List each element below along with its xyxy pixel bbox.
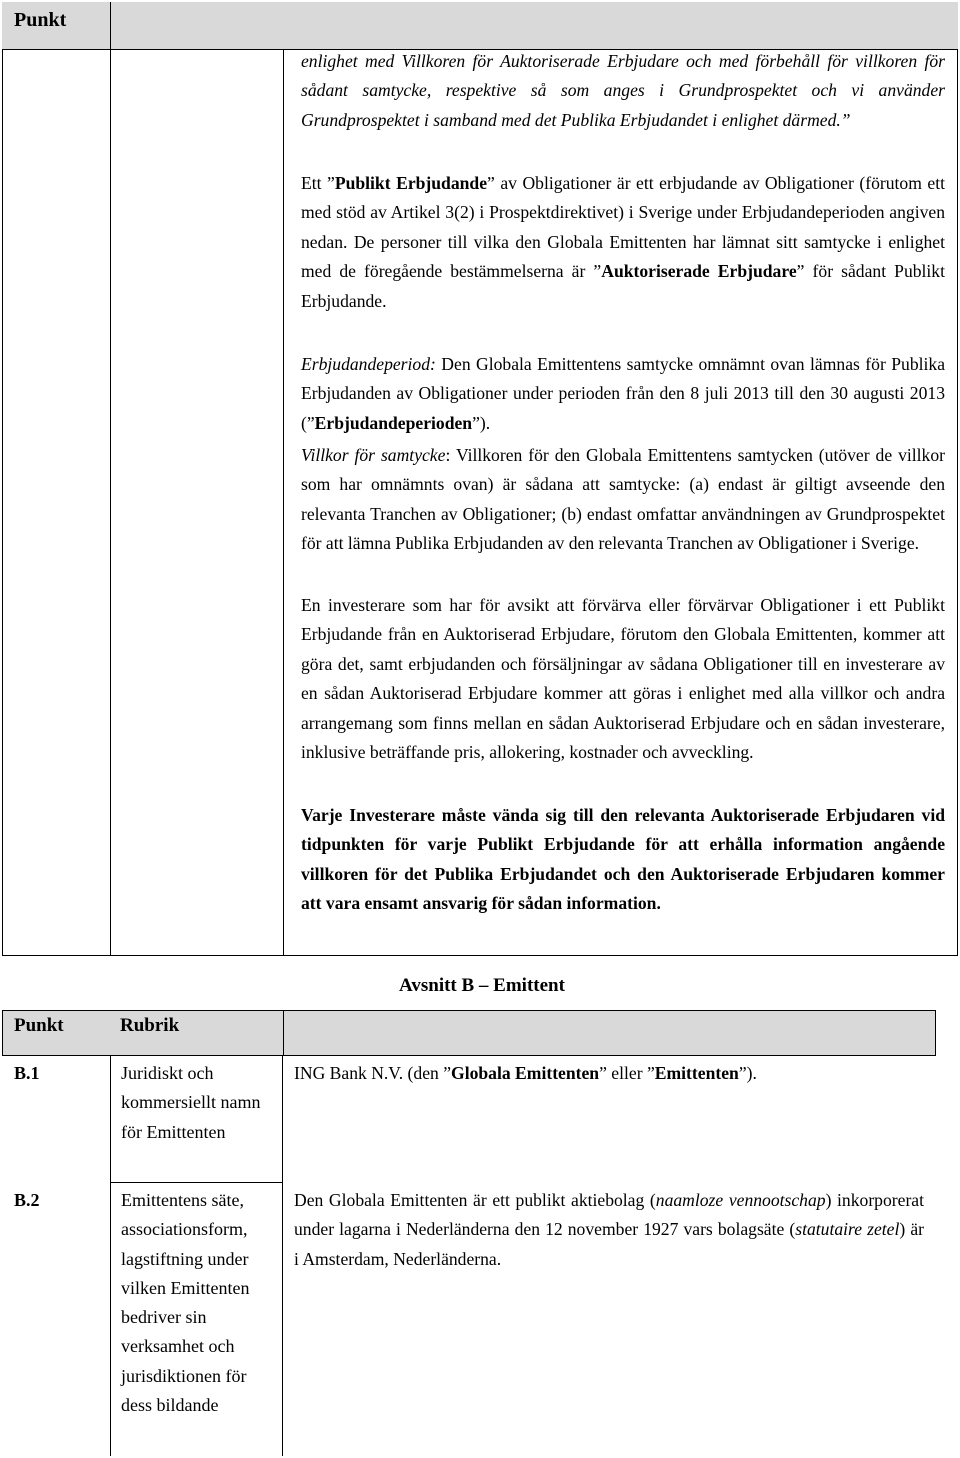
- row-answer-b1: ING Bank N.V. (den ”Globala Emittenten” eller ”Emittenten”).: [294, 1063, 757, 1083]
- paragraph-consent-continuation: enlighet med Villkoren för Auktoriserade Erbjudare och med förbehåll för villkoren för sådant samtycke, respektive så som anges i Grundprospektet och vi använder Grundprospektet i samband med det Publika Erbjudandet i enlighet därmed.”: [301, 51, 945, 130]
- paragraph-investor: En investerare som har för avsikt att förvärva eller förvärvar Obligationer i ett Publikt Erbjudande från en Auktoriserad Erbjudare, förutom den Globala Emittenten, kommer att göra det, samt erbjudanden och försäljningar av sådana Obligationer till en investerare av en sådan Auktoriserad Erbjudare kommer att göras i enlighet med alla villkor och andra arrangemang som finns mellan en sådan Auktoriserad Erbjudare och en sådan investerare, inklusive beträffande pris, allokering, kostnader och avveckling.: [301, 595, 945, 763]
- header-rubrik: Rubrik: [120, 1015, 180, 1036]
- row-answer-b2: Den Globala Emittenten är ett publikt aktiebolag (naamloze vennootschap) inkorporerat under lagarna i Nederländerna den 12 november 1927 vars bolagsäte (statutaire zetel) är i Amsterdam, Nederländerna.: [294, 1190, 924, 1269]
- column-divider: [110, 2, 111, 956]
- row-divider: [110, 1182, 283, 1183]
- row-rubrik-b2: Emittentens säte, associationsform, lagstiftning under vilken Emittenten bedriver sin verksamhet och jurisdiktionen för dess bildande: [121, 1190, 250, 1416]
- paragraph-investor-notice: Varje Investerare måste vända sig till den relevanta Auktoriserade Erbjudaren vid tidpunkten för varje Publikt Erbjudande för att erhålla information angående villkoren för det Publika Erbjudandet och den Auktoriserade Erbjudaren kommer att vara ensamt ansvarig för sådan information.: [301, 805, 945, 914]
- column-divider: [283, 1010, 284, 1056]
- paragraph-offer-period: Erbjudandeperiod: Den Globala Emittentens samtycke omnämnt ovan lämnas för Publika Erbjudanden av Obligationer under perioden från den 8 juli 2013 till den 30 augusti 2013 (”Erbjudandeperioden”).: [301, 354, 945, 433]
- top-table-header: [2, 2, 958, 50]
- paragraph-public-offer: Ett ”Publikt Erbjudande” av Obligationer är ett erbjudande av Obligationer (förutom ett med stöd av Artikel 3(2) i Prospektdirektivet) i Sverige under Erbjudandeperioden angiven nedan. De personer till vilka den Globala Emittenten har lämnat sitt samtycke i enlighet med de föregående bestämmelserna är ”Auktoriserade Erbjudare” för sådant Publikt Erbjudande.: [301, 173, 945, 311]
- header-punkt: Punkt: [14, 1015, 64, 1036]
- header-punkt: Punkt: [14, 9, 67, 31]
- row-punkt-b2: B.2: [14, 1190, 40, 1210]
- section-title: Avsnitt B – Emittent: [399, 975, 565, 996]
- row-punkt-b1: B.1: [14, 1063, 40, 1083]
- column-divider: [283, 50, 284, 956]
- row-rubrik-b1: Juridiskt och kommersiellt namn för Emittenten: [121, 1063, 261, 1142]
- paragraph-consent-conditions: Villkor för samtycke: Villkoren för den Globala Emittentens samtycken (utöver de villkor som har omnämnts ovan) är sådana att samtycke: (a) endast är giltigt avseende den relevanta Tranchen av Obligationer; (b) endast omfattar användningen av Grundprospektet för att lämna Publika Erbjudanden av den relevanta Tranchen av Obligationer i Sverige.: [301, 445, 945, 554]
